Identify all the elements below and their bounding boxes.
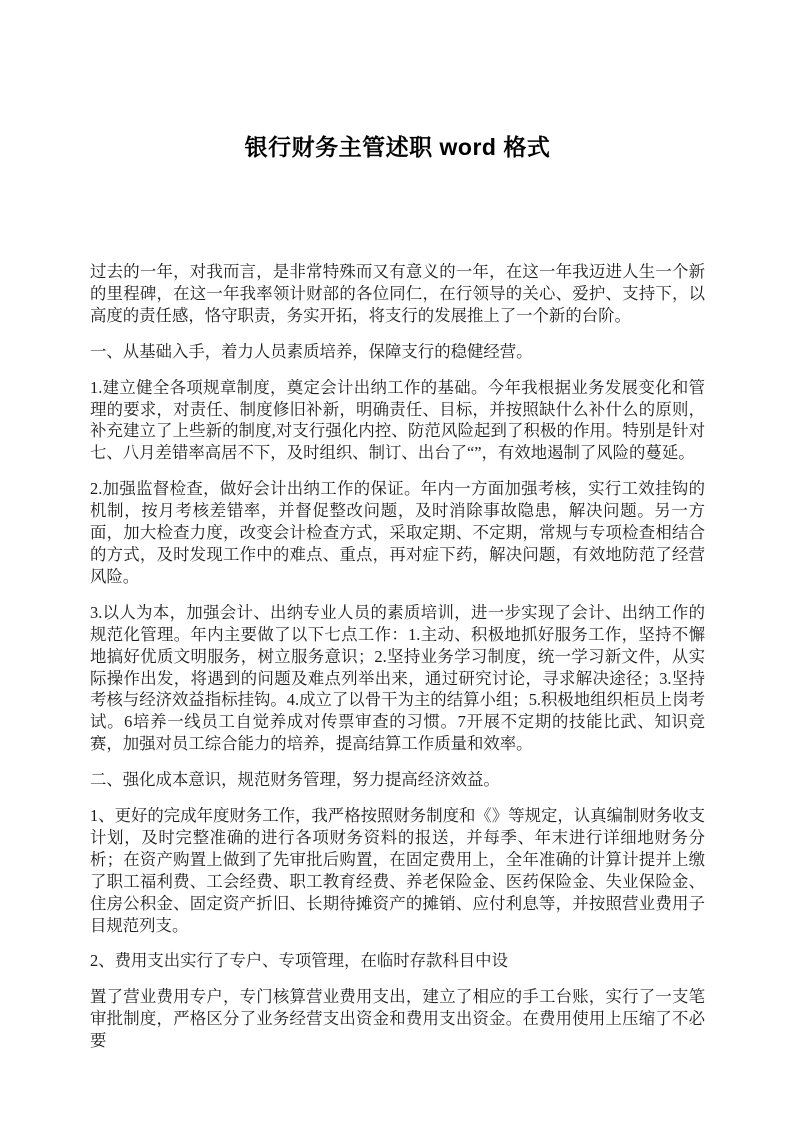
intro-paragraph: 过去的一年，对我而言，是非常特殊而又有意义的一年，在这一年我迈进人生一个新的里程碑，在这一年我率领计财部的各位同仁，在行领导的关心、爱护、支持下，以高度的责任感，恪守职责，务实开拓，将支行的发展推上了一个新的台阶。 [90, 262, 705, 325]
section-2-item-1-paragraph: 1、更好的完成年度财务工作，我严格按照财务制度和《》等规定，认真编制财务收支计划，及时完整准确的进行各项财务资料的报送，并每季、年末进行详细地财务分析；在资产购置上做到了先审批后购置，在固定费用上，全年准确的计算计提并上缴了职工福利费、工会经费、职工教育经费、养老保险金、医药保险金、失业保险金、住房公积金、固定资产折旧、长期待摊资产的摊销、应付利息等，并按照营业费用子目规范列支。 [90, 806, 705, 935]
section-1-item-1-paragraph: 1.建立健全各项规章制度，奠定会计出纳工作的基础。今年我根据业务发展变化和管理的要求，对责任、制度修旧补新，明确责任、目标，并按照缺什么补什么的原则，补充建立了上些新的制度,对支行强化内控、防范风险起到了积极的作用。特别是针对七、八月差错率高居不下，及时组织、制订、出台了“”，有效地遏制了风险的蔓延。 [90, 377, 705, 463]
section-1-heading: 一、从基础入手，着力人员素质培养，保障支行的稳健经营。 [90, 341, 533, 361]
section-1-item-3-paragraph: 3.以人为本，加强会计、出纳专业人员的素质培训，进一步实现了会计、出纳工作的规范化管理。年内主要做了以下七点工作：1.主动、积极地抓好服务工作，坚持不懈地搞好优质文明服务，树立服务意识；2.坚持业务学习制度，统一学习新文件，从实际操作出发，将遇到的问题及难点列举出来，通过研究讨论，寻求解决途径；3.坚持考核与经济效益指标挂钩。4.成立了以骨干为主的结算小组；5.积极地组织柜员上岗考试。6培养一线员工自觉养成对传票审查的习惯。7开展不定期的技能比武、知识竞赛，加强对员工综合能力的培养，提高结算工作质量和效率。 [90, 602, 705, 754]
document-title: 银行财务主管述职 word 格式 [244, 134, 551, 160]
section-2-item-2-continuation-paragraph: 置了营业费用专户，专门核算营业费用支出，建立了相应的手工台账，实行了一支笔审批制度，严格区分了业务经营支出资金和费用支出资金。在费用使用上压缩了不必要 [90, 987, 705, 1051]
section-1-item-2-paragraph: 2.加强监督检查，做好会计出纳工作的保证。年内一方面加强考核，实行工效挂钩的机制，按月考核差错率，并督促整改问题，及时消除事故隐患，解决问题。另一方面，加大检查力度，改变会计检查方式，采取定期、不定期，常规与专项检查相结合的方式，及时发现工作中的难点、重点，再对症下药，解决问题，有效地防范了经营风险。 [90, 479, 705, 586]
section-2-item-2-paragraph: 2、费用支出实行了专户、专项管理，在临时存款科目中设 [90, 951, 508, 971]
section-2-heading: 二、强化成本意识，规范财务管理，努力提高经济效益。 [90, 770, 500, 790]
